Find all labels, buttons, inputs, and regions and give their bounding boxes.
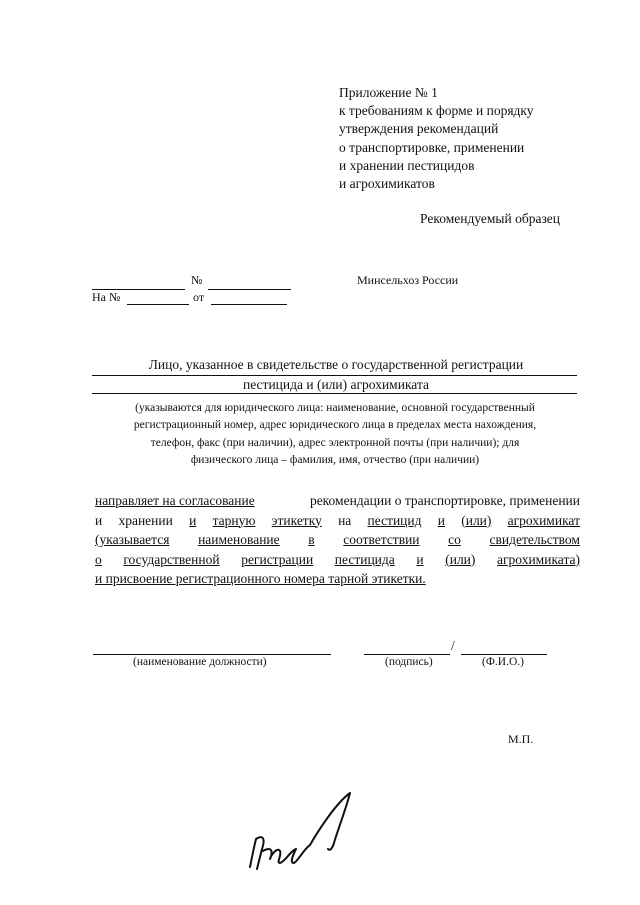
body-word: наименование bbox=[198, 532, 280, 548]
applicant-line-1: Лицо, указанное в свидетельстве о государственной регистрации bbox=[148, 357, 524, 372]
body-word: в bbox=[308, 532, 315, 548]
body-word: агрохимикат bbox=[507, 512, 580, 528]
hint-line: физического лица – фамилия, имя, отчество (при наличии) bbox=[190, 453, 480, 466]
body-phrase-underlined: и присвоение регистрационного номера тарной этикетки. bbox=[95, 571, 426, 587]
appendix-line: к требованиям к форме и порядку bbox=[339, 103, 534, 119]
body-word: со bbox=[448, 532, 461, 548]
handwritten-signature bbox=[240, 785, 360, 875]
body-word: о bbox=[95, 551, 102, 567]
applicant-underline-1 bbox=[92, 375, 577, 376]
body-word: и bbox=[189, 512, 197, 528]
body-phrase: рекомендации о транспортировке, применении bbox=[309, 493, 580, 508]
position-label: (наименование должности) bbox=[133, 656, 267, 668]
fio-label: (Ф.И.О.) bbox=[482, 656, 524, 668]
body-word: и bbox=[95, 512, 103, 528]
body-word: пестицида bbox=[334, 551, 395, 567]
body-line-4 bbox=[95, 550, 580, 570]
sample-label: Рекомендуемый образец bbox=[420, 211, 561, 226]
appendix-line: утверждения рекомендаций bbox=[339, 121, 499, 137]
body-word: этикетку bbox=[271, 512, 322, 528]
hint-line: регистрационный номер, адрес юридического лица в пределах места нахождения, bbox=[133, 419, 537, 432]
signature-blank bbox=[364, 654, 450, 655]
outgoing-number-blank bbox=[208, 289, 291, 290]
body-line-2 bbox=[95, 511, 580, 531]
stamp-label: М.П. bbox=[508, 732, 534, 746]
number-sign: № bbox=[191, 273, 203, 287]
body-paragraph bbox=[95, 491, 580, 589]
fio-blank bbox=[461, 654, 547, 655]
appendix-line: Приложение № 1 bbox=[339, 85, 438, 100]
reply-date-blank bbox=[211, 304, 287, 305]
applicant-line-2: пестицида и (или) агрохимиката bbox=[243, 377, 429, 392]
hint-line: (указываются для юридического лица: наименование, основной государственный bbox=[135, 402, 535, 414]
body-word: и bbox=[416, 551, 424, 567]
body-line-1 bbox=[95, 491, 580, 511]
body-phrase-underlined: направляет на согласование bbox=[95, 493, 255, 508]
body-word: (или) bbox=[445, 551, 476, 567]
body-word: и bbox=[437, 512, 445, 528]
body-word: (или) bbox=[461, 512, 492, 528]
hint-line: телефон, факс (при наличии), адрес электронной почты (при наличии); для bbox=[150, 436, 520, 449]
appendix-header bbox=[339, 84, 534, 193]
position-blank bbox=[93, 654, 331, 655]
applicant-hint bbox=[95, 400, 575, 469]
appendix-line: и агрохимикатов bbox=[339, 176, 435, 192]
applicant-underline-2 bbox=[92, 393, 577, 394]
body-word: (указывается bbox=[95, 532, 170, 548]
body-word: свидетельством bbox=[489, 532, 580, 548]
addressee: Минсельхоз России bbox=[357, 273, 459, 287]
body-word: хранении bbox=[118, 512, 173, 528]
appendix-line: о транспортировке, применении bbox=[339, 139, 525, 155]
reply-prefix: На № bbox=[92, 290, 121, 304]
body-word: регистрации bbox=[241, 551, 314, 567]
body-word: агрохимиката) bbox=[497, 551, 580, 567]
body-word: соответствии bbox=[343, 532, 420, 548]
body-word: пестицид bbox=[367, 512, 422, 528]
from-word: от bbox=[193, 290, 205, 304]
appendix-line: и хранении пестицидов bbox=[339, 157, 475, 173]
body-word: государственной bbox=[123, 551, 220, 567]
slash-separator: / bbox=[451, 638, 455, 653]
body-line-3 bbox=[95, 530, 580, 550]
signature-label: (подпись) bbox=[385, 656, 433, 668]
body-word: на bbox=[338, 512, 352, 528]
body-word: тарную bbox=[212, 512, 256, 528]
body-line-5 bbox=[95, 569, 580, 589]
reply-number-blank bbox=[127, 304, 189, 305]
